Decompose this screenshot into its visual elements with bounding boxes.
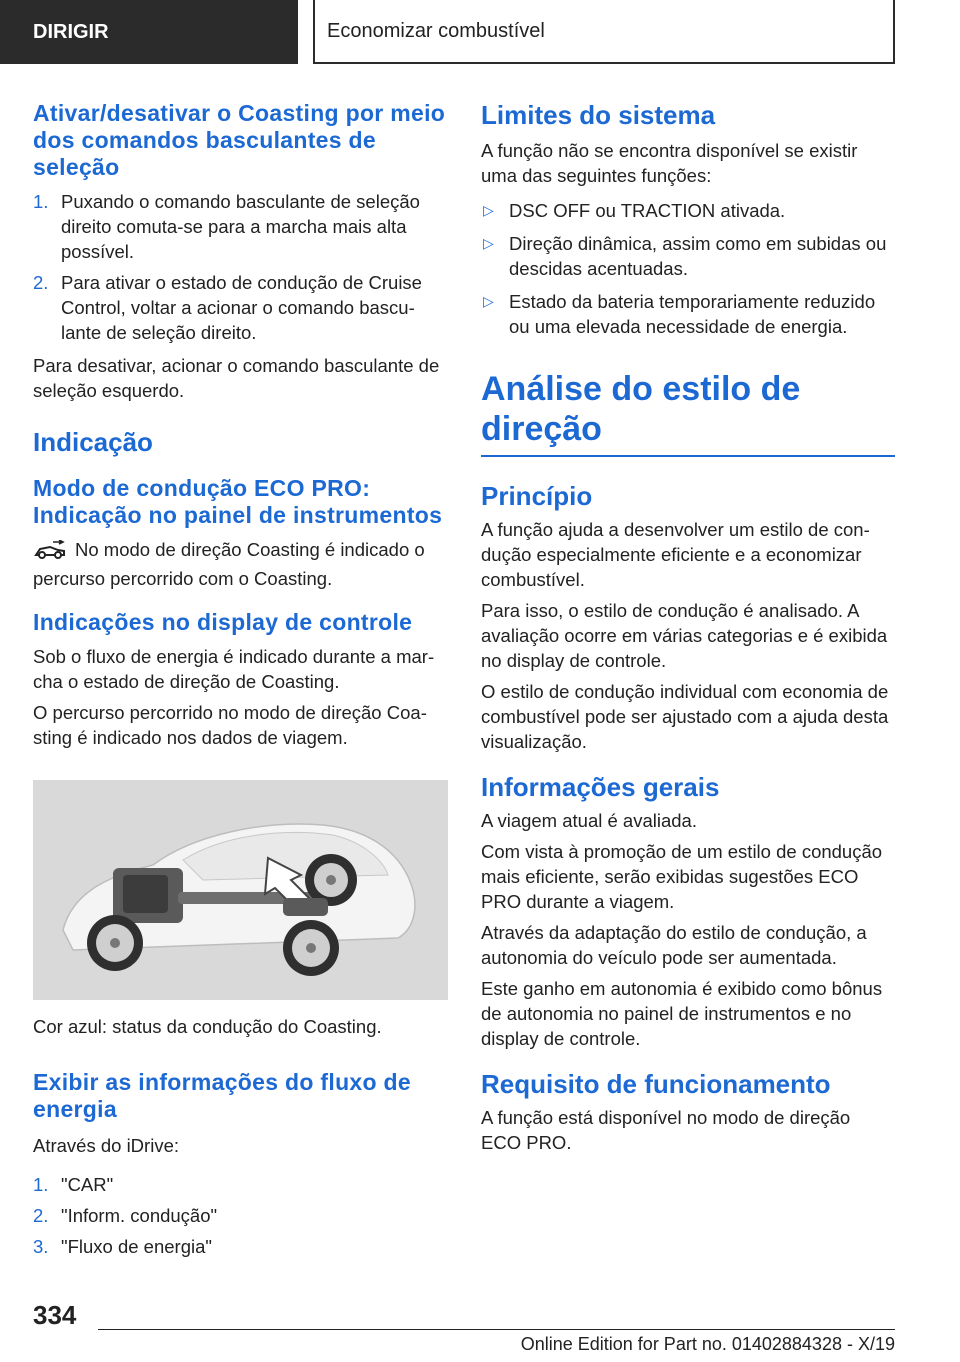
list-item	[481, 289, 895, 339]
display-text-1: Sob o fluxo de energia é indicado durante a marcha o estado de direção de Coasting.	[33, 646, 435, 692]
step-number: 2.	[33, 1205, 49, 1226]
indicacao-heading: Indicação	[33, 427, 153, 457]
deactivate-text: Para desativar, acionar o comando basculante de seleção esquerdo.	[33, 355, 440, 401]
requirement-heading: Requisito de funcionamento	[481, 1069, 831, 1099]
general-p1: A viagem atual é avaliada.	[481, 810, 697, 831]
car-illustration	[33, 780, 448, 1000]
left-column	[33, 100, 448, 1259]
bullet-triangle-icon: ▷	[483, 235, 494, 251]
header-topic-tab	[313, 0, 895, 64]
display-heading: Indicações no display de controle	[33, 609, 413, 635]
bullet-triangle-icon: ▷	[483, 293, 494, 309]
limit-text: Direção dinâmica, assim como em subidas ou descidas acentuadas.	[509, 233, 887, 279]
general-p2: Com vista à promoção de um estilo de condução mais eficiente, serão exibidas sugestões ECO PRO durante a viagem.	[481, 841, 883, 912]
list-item	[33, 1234, 448, 1259]
list-item	[33, 189, 448, 264]
step-text: Puxando o comando basculante de seleção direito comuta-se para a marcha mais alta possível.	[61, 191, 420, 262]
step-number: 1.	[33, 191, 49, 212]
step-text: "Fluxo de energia"	[61, 1236, 212, 1257]
step-number: 3.	[33, 1236, 49, 1257]
analysis-heading: Análise do estilo de direção	[481, 370, 801, 448]
header-topic-label: Economizar combustível	[327, 20, 545, 42]
coasting-car-figure	[33, 780, 448, 1000]
principle-p1: A função ajuda a desenvolver um estilo de condução especialmente eficiente e a economizar combustível.	[481, 519, 870, 590]
coasting-car-icon	[33, 540, 67, 566]
bullet-triangle-icon: ▷	[483, 202, 494, 218]
energy-intro: Através do iDrive:	[33, 1135, 179, 1156]
list-item	[33, 270, 448, 345]
analysis-heading-block	[481, 369, 895, 457]
general-p3: Através da adaptação do estilo de condução, a autonomia do veículo pode ser aumentada.	[481, 922, 867, 968]
limits-intro: A função não se encontra disponível se existir uma das seguintes funções:	[481, 140, 858, 186]
energy-steps	[33, 1172, 448, 1259]
principle-p2: Para isso, o estilo de condução é analisado. A avaliação ocorre em várias categorias e é exibida no display de controle.	[481, 600, 888, 671]
heading-rule	[481, 455, 895, 457]
list-item	[481, 198, 895, 223]
limits-list	[481, 198, 895, 339]
step-text: "Inform. condução"	[61, 1205, 218, 1226]
eco-pro-text-content: No modo de direção Coasting é indicado o percurso percorrido com o Coasting.	[33, 539, 425, 589]
eco-pro-text	[33, 537, 448, 591]
principle-heading: Princípio	[481, 481, 593, 511]
header-section-tab	[0, 0, 298, 64]
limit-text: DSC OFF ou TRACTION ativada.	[509, 200, 786, 221]
step-number: 1.	[33, 1174, 49, 1195]
eco-pro-heading: Modo de condução ECO PRO: Indicação no painel de instrumentos	[33, 475, 443, 528]
limits-heading: Limites do sistema	[481, 100, 716, 130]
principle-p3: O estilo de condução individual com economia de combustível pode ser ajustado com a ajuda desta visualização.	[481, 681, 889, 752]
general-heading: Informações gerais	[481, 772, 720, 802]
right-column	[481, 100, 895, 1155]
header-section-label: DIRIGIR	[33, 21, 109, 43]
step-text: Para ativar o estado de condução de Cruise Control, voltar a acionar o comando basculante de seleção direito.	[61, 272, 422, 343]
step-text: "CAR"	[61, 1174, 114, 1195]
step-number: 2.	[33, 272, 49, 293]
limit-text: Estado da bateria temporariamente reduzido ou uma elevada necessidade de energia.	[509, 291, 876, 337]
energy-heading: Exibir as informações do fluxo de energia	[33, 1069, 411, 1122]
footer-rule	[98, 1329, 895, 1330]
list-item	[33, 1203, 448, 1228]
coasting-steps	[33, 189, 448, 345]
page-number: 334	[33, 1300, 77, 1330]
footer-edition: Online Edition for Part no. 01402884328 - X/19	[520, 1334, 895, 1354]
coasting-heading: Ativar/desativar o Coasting por meio dos comandos basculantes de seleção	[33, 100, 446, 180]
requirement-text: A função está disponível no modo de direção ECO PRO.	[481, 1107, 851, 1153]
general-p4: Este ganho em autonomia é exibido como bônus de autonomia no painel de instrumentos e no display de controle.	[481, 978, 883, 1049]
list-item	[481, 231, 895, 281]
display-text-2: O percurso percorrido no modo de direção Coasting é indicado nos dados de viagem.	[33, 702, 427, 748]
list-item	[33, 1172, 448, 1197]
figure-caption: Cor azul: status da condução do Coasting.	[33, 1016, 382, 1037]
